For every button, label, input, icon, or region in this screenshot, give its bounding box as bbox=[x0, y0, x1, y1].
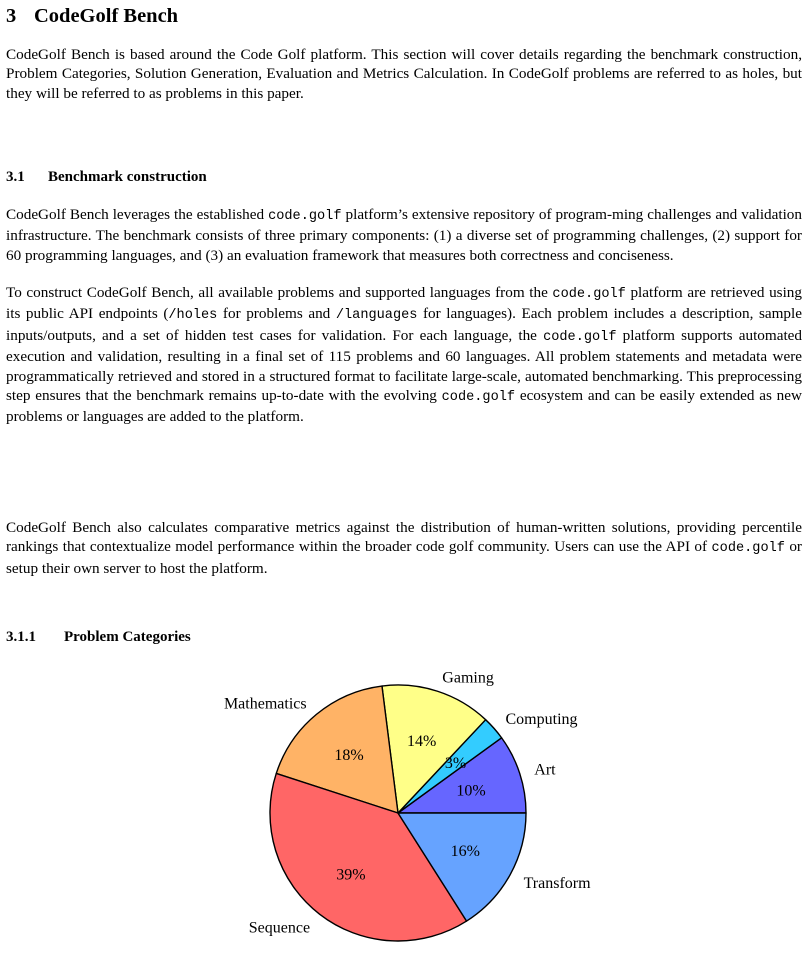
text-run: for languages). Each problem includes a description, sample inputs/outputs, and a set of hidden test cases for validation. For each language, the bbox=[6, 305, 802, 344]
subsection-title: Benchmark construction bbox=[48, 169, 207, 185]
subsubsection-heading bbox=[6, 629, 191, 646]
pie-category-label-gaming: Gaming bbox=[442, 669, 494, 687]
inline-code: code.golf bbox=[268, 209, 342, 224]
pie-pct-label-gaming: 14% bbox=[407, 733, 437, 750]
text-run: CodeGolf Bench leverages the established bbox=[6, 206, 269, 223]
pie-chart-svg bbox=[0, 669, 808, 964]
paragraph-construction bbox=[6, 283, 802, 427]
text-run: platform’s extensive repository of program-ming challenges and validation infrastructure. The benchmark consists of three primary components: (1) a diverse set of programming challenges, (2) support for 60 programming languages, and (3) an evaluation framework that measures both correctness and conciseness. bbox=[6, 206, 802, 264]
paragraph-metrics bbox=[6, 518, 802, 578]
pie-category-label-computing: Computing bbox=[505, 711, 578, 729]
pie-category-label-transform: Transform bbox=[523, 875, 591, 893]
inline-code: code.golf bbox=[711, 541, 785, 557]
section-heading bbox=[6, 5, 178, 28]
pie-pct-label-sequence: 39% bbox=[336, 866, 366, 884]
pie-pct-label-mathematics: 18% bbox=[334, 746, 364, 764]
text-run: platform supports automated execution and validation, resulting in a final set of 115 problems and 60 languages. All problem statements and metadata were programmatically retrieved and stored in a structured format to facilitate large-scale, automated benchmarking. This preprocessing step ensures that the benchmark remains up-to-date with the evolving bbox=[6, 326, 802, 405]
pie-pct-label-art: 10% bbox=[456, 782, 486, 800]
text-run: for problems and bbox=[217, 305, 336, 323]
text-run: To construct CodeGolf Bench, all available problems and supported languages from the bbox=[6, 284, 553, 301]
pie-category-label-mathematics: Mathematics bbox=[223, 695, 307, 713]
inline-code: code.golf bbox=[543, 329, 617, 345]
section-title: CodeGolf Bench bbox=[34, 5, 179, 27]
pie-category-label-sequence: Sequence bbox=[248, 919, 311, 937]
subsection-number: 3.1 bbox=[6, 169, 25, 185]
pie-pct-label-transform: 16% bbox=[450, 843, 480, 860]
subsubsection-title: Problem Categories bbox=[64, 629, 191, 645]
inline-code: code.golf bbox=[441, 390, 516, 406]
text-run: ecosystem and can be easily extended as new problems or languages are added to the platform. bbox=[6, 387, 802, 426]
section-intro-paragraph: CodeGolf Bench is based around the Code Golf platform. This section will cover details regarding the benchmark construction, Problem Categories, Solution Generation, Evaluation and Metrics Calculation. In CodeGolf problems are referred to as holes, but they will be referred to as problems in this paper. bbox=[6, 46, 802, 102]
problem-categories-pie-chart bbox=[0, 669, 808, 964]
paragraph-overview bbox=[6, 205, 802, 265]
pie-category-label-art: Art bbox=[534, 761, 556, 779]
text-run: platform are retrieved using its public API endpoints ( bbox=[6, 284, 802, 323]
inline-code: /languages bbox=[335, 308, 418, 324]
inline-code: /holes bbox=[168, 308, 218, 324]
text-run: or setup their own server to host the platform. bbox=[6, 538, 802, 577]
subsubsection-number: 3.1.1 bbox=[6, 629, 36, 645]
subsection-heading bbox=[6, 169, 207, 186]
text-run: CodeGolf Bench also calculates comparative metrics against the distribution of human-written solutions, providing percentile rankings that contextualize model performance within the broader code golf community. Users can use the API of bbox=[6, 519, 802, 556]
inline-code: code.golf bbox=[552, 287, 626, 302]
pie-pct-label-computing: 3% bbox=[444, 755, 467, 773]
section-number: 3 bbox=[6, 5, 17, 27]
